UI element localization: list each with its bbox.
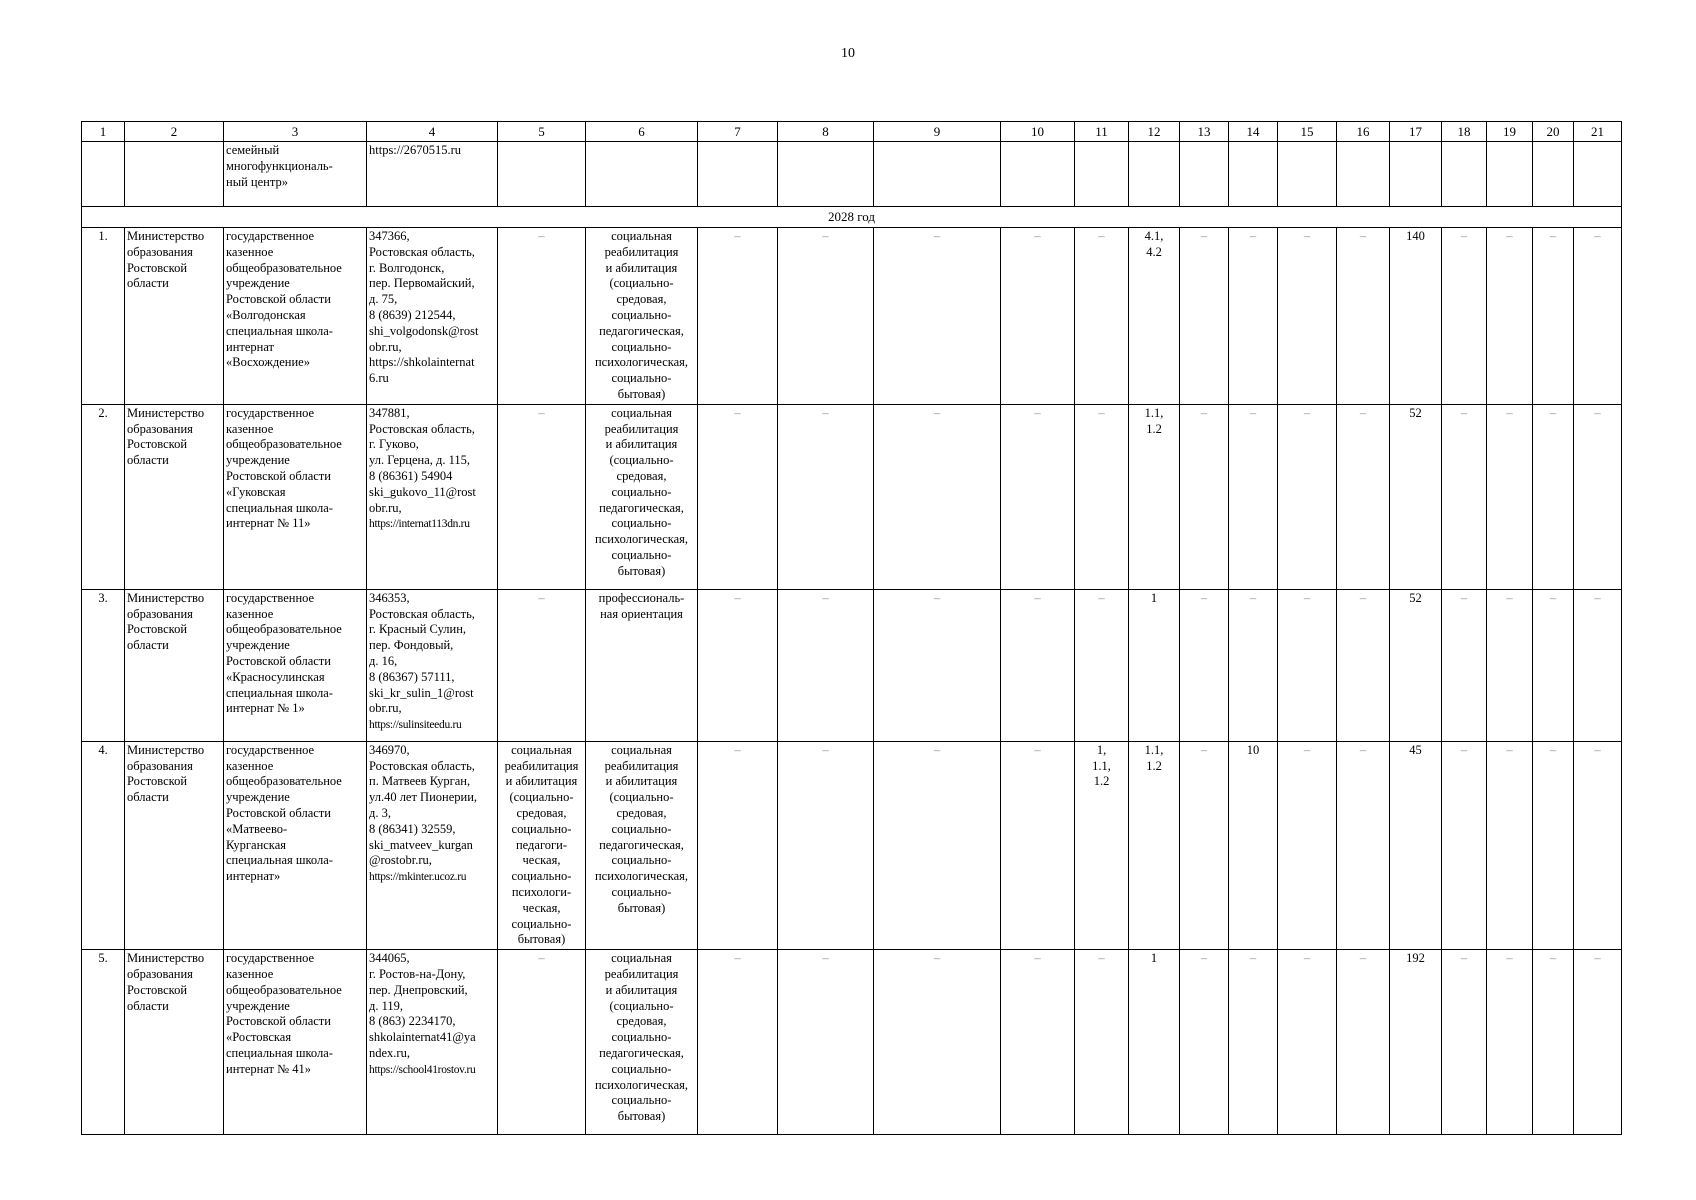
column-12-cell: 1	[1129, 589, 1180, 741]
dash-cell: –	[874, 950, 1001, 1135]
column-11-cell: 1, 1.1, 1.2	[1075, 741, 1129, 949]
row-number: 1.	[82, 228, 125, 405]
dash-cell: –	[1337, 741, 1390, 949]
dash-cell: –	[1278, 589, 1337, 741]
dash-cell: –	[1278, 404, 1337, 589]
dash-cell: –	[1337, 404, 1390, 589]
dash-cell: –	[1487, 404, 1533, 589]
column-number: 21	[1574, 122, 1622, 142]
continuation-org-name: семейный многофункциональ- ный центр»	[224, 142, 367, 207]
column-number: 5	[498, 122, 586, 142]
dash-cell: –	[778, 404, 874, 589]
address-cell	[367, 741, 498, 949]
table-row	[82, 228, 1622, 405]
column-11-cell: –	[1075, 950, 1129, 1135]
column-14-cell: –	[1229, 404, 1278, 589]
table-row	[82, 741, 1622, 949]
dash-cell: –	[1337, 228, 1390, 405]
column-17-cell: 52	[1390, 589, 1442, 741]
column-number: 15	[1278, 122, 1337, 142]
column-number: 19	[1487, 122, 1533, 142]
column-number: 10	[1001, 122, 1075, 142]
dash-cell: –	[1001, 228, 1075, 405]
column-11-cell: –	[1075, 404, 1129, 589]
column-5-cell: –	[498, 589, 586, 741]
dash-cell: –	[1574, 404, 1622, 589]
column-number-row	[82, 122, 1622, 142]
column-5-cell: –	[498, 404, 586, 589]
dash-cell: –	[1180, 589, 1229, 741]
column-5-cell: –	[498, 950, 586, 1135]
dash-cell: –	[1574, 589, 1622, 741]
column-number: 20	[1533, 122, 1574, 142]
dash-cell: –	[1533, 228, 1574, 405]
dash-cell: –	[1574, 741, 1622, 949]
column-14-cell: –	[1229, 950, 1278, 1135]
dash-cell: –	[698, 228, 778, 405]
column-17-cell: 140	[1390, 228, 1442, 405]
dash-cell: –	[1487, 741, 1533, 949]
continuation-row	[82, 142, 1622, 207]
column-number: 9	[874, 122, 1001, 142]
column-number: 7	[698, 122, 778, 142]
dash-cell: –	[1487, 589, 1533, 741]
column-6-cell: профессиональ- ная ориентация	[586, 589, 698, 741]
dash-cell: –	[1487, 228, 1533, 405]
dash-cell: –	[698, 404, 778, 589]
column-14-cell: –	[1229, 589, 1278, 741]
address-cell	[367, 589, 498, 741]
dash-cell: –	[698, 589, 778, 741]
address-cell	[367, 228, 498, 405]
dash-cell: –	[698, 741, 778, 949]
column-number: 12	[1129, 122, 1180, 142]
dash-cell: –	[698, 950, 778, 1135]
website-link[interactable]: https://mkinter.ucoz.ru	[369, 871, 467, 884]
website-link[interactable]: https://school41rostov.ru	[369, 1063, 476, 1076]
column-number: 6	[586, 122, 698, 142]
column-number: 4	[367, 122, 498, 142]
column-6-cell: социальная реабилитация и абилитация (социально- средовая, социально- педагогическая, социально- психологическая, социально- бытовая)	[586, 950, 698, 1135]
dash-cell: –	[778, 228, 874, 405]
dash-cell: –	[1337, 950, 1390, 1135]
dash-cell: –	[1442, 404, 1487, 589]
ministry-cell: Министерство образования Ростовской области	[125, 950, 224, 1135]
table-row	[82, 950, 1622, 1135]
column-6-cell: социальная реабилитация и абилитация (социально- средовая, социально- педагогическая, социально- психологическая, социально- бытовая)	[586, 404, 698, 589]
column-11-cell: –	[1075, 228, 1129, 405]
column-number: 17	[1390, 122, 1442, 142]
dash-cell: –	[1180, 404, 1229, 589]
address-text: 347881, Ростовская область, г. Гуково, ул. Герцена, д. 115, 8 (86361) 54904 ski_gukovo_11@rost obr.ru,	[369, 405, 476, 515]
dash-cell: –	[1001, 950, 1075, 1135]
ministry-cell: Министерство образования Ростовской области	[125, 741, 224, 949]
dash-cell: –	[1278, 950, 1337, 1135]
column-17-cell: 45	[1390, 741, 1442, 949]
column-5-cell: социальная реабилитация и абилитация (социально- средовая, социально- педагоги- ческая, социально- психологи- ческая, социально- бытовая)	[498, 741, 586, 949]
dash-cell: –	[1001, 741, 1075, 949]
column-11-cell: –	[1075, 589, 1129, 741]
table-row	[82, 404, 1622, 589]
column-number: 13	[1180, 122, 1229, 142]
row-number: 2.	[82, 404, 125, 589]
dash-cell: –	[1574, 228, 1622, 405]
column-6-cell: социальная реабилитация и абилитация (социально- средовая, социально- педагогическая, социально- психологическая, социально- бытовая)	[586, 741, 698, 949]
dash-cell: –	[1001, 589, 1075, 741]
dash-cell: –	[1533, 741, 1574, 949]
registry-table	[81, 121, 1622, 1135]
address-text: 346970, Ростовская область, п. Матвеев Курган, ул.40 лет Пионерии, д. 3, 8 (86341) 32559, ski_matveev_kurgan @rostobr.ru,	[369, 742, 478, 868]
dash-cell: –	[1337, 589, 1390, 741]
dash-cell: –	[1574, 950, 1622, 1135]
dash-cell: –	[778, 741, 874, 949]
column-6-cell: социальная реабилитация и абилитация (социально- средовая, социально- педагогическая, социально- психологическая, социально- бытовая)	[586, 228, 698, 405]
column-14-cell: –	[1229, 228, 1278, 405]
organization-name-cell: государственное казенное общеобразовательное учреждение Ростовской области «Ростовская специальная школа- интернат № 41»	[224, 950, 367, 1135]
address-text: 344065, г. Ростов-на-Дону, пер. Днепровский, д. 119, 8 (863) 2234170, shkolainternat41@ya ndex.ru,	[369, 951, 476, 1060]
dash-cell: –	[874, 741, 1001, 949]
dash-cell: –	[778, 950, 874, 1135]
dash-cell: –	[1533, 589, 1574, 741]
column-number: 16	[1337, 122, 1390, 142]
year-section-row	[82, 207, 1622, 228]
column-12-cell: 1.1, 1.2	[1129, 741, 1180, 949]
column-number: 8	[778, 122, 874, 142]
dash-cell: –	[1180, 741, 1229, 949]
ministry-cell: Министерство образования Ростовской области	[125, 404, 224, 589]
continuation-website: https://2670515.ru	[367, 142, 498, 207]
column-number: 11	[1075, 122, 1129, 142]
column-12-cell: 1	[1129, 950, 1180, 1135]
website-link[interactable]: https://internat113dn.ru	[369, 518, 470, 531]
column-number: 18	[1442, 122, 1487, 142]
column-5-cell: –	[498, 228, 586, 405]
row-number: 5.	[82, 950, 125, 1135]
column-number: 1	[82, 122, 125, 142]
organization-name-cell: государственное казенное общеобразовательное учреждение Ростовской области «Матвеево- Курганская специальная школа- интернат»	[224, 741, 367, 949]
year-label: 2028 год	[82, 207, 1622, 228]
dash-cell: –	[1442, 950, 1487, 1135]
organization-name-cell: государственное казенное общеобразовательное учреждение Ростовской области «Красносулинская специальная школа- интернат № 1»	[224, 589, 367, 741]
dash-cell: –	[778, 589, 874, 741]
column-14-cell: 10	[1229, 741, 1278, 949]
address-cell	[367, 950, 498, 1135]
dash-cell: –	[1533, 404, 1574, 589]
dash-cell: –	[1442, 228, 1487, 405]
organization-name-cell: государственное казенное общеобразовательное учреждение Ростовской области «Гуковская специальная школа- интернат № 11»	[224, 404, 367, 589]
dash-cell: –	[874, 589, 1001, 741]
column-12-cell: 1.1, 1.2	[1129, 404, 1180, 589]
table-row	[82, 589, 1622, 741]
ministry-cell: Министерство образования Ростовской области	[125, 228, 224, 405]
dash-cell: –	[1180, 228, 1229, 405]
column-17-cell: 52	[1390, 404, 1442, 589]
column-number: 14	[1229, 122, 1278, 142]
dash-cell: –	[1442, 741, 1487, 949]
dash-cell: –	[1278, 741, 1337, 949]
row-number: 4.	[82, 741, 125, 949]
address-cell	[367, 404, 498, 589]
address-text: 346353, Ростовская область, г. Красный Сулин, пер. Фондовый, д. 16, 8 (86367) 57111, ski_kr_sulin_1@rost obr.ru,	[369, 590, 475, 716]
dash-cell: –	[874, 404, 1001, 589]
column-17-cell: 192	[1390, 950, 1442, 1135]
column-12-cell: 4.1, 4.2	[1129, 228, 1180, 405]
dash-cell: –	[1442, 589, 1487, 741]
dash-cell: –	[1487, 950, 1533, 1135]
column-number: 3	[224, 122, 367, 142]
address-text: 347366, Ростовская область, г. Волгодонск, пер. Первомайский, д. 75, 8 (8639) 212544, shi_volgodonsk@rost obr.ru, https://shkolainternat 6.ru	[369, 229, 479, 386]
website-link[interactable]: https://sulinsiteedu.ru	[369, 719, 462, 732]
dash-cell: –	[1278, 228, 1337, 405]
row-number: 3.	[82, 589, 125, 741]
dash-cell: –	[1001, 404, 1075, 589]
organization-name-cell: государственное казенное общеобразовательное учреждение Ростовской области «Волгодонская специальная школа- интернат «Восхождение»	[224, 228, 367, 405]
dash-cell: –	[874, 228, 1001, 405]
ministry-cell: Министерство образования Ростовской области	[125, 589, 224, 741]
dash-cell: –	[1533, 950, 1574, 1135]
column-number: 2	[125, 122, 224, 142]
page-number: 10	[841, 46, 855, 61]
dash-cell: –	[1180, 950, 1229, 1135]
